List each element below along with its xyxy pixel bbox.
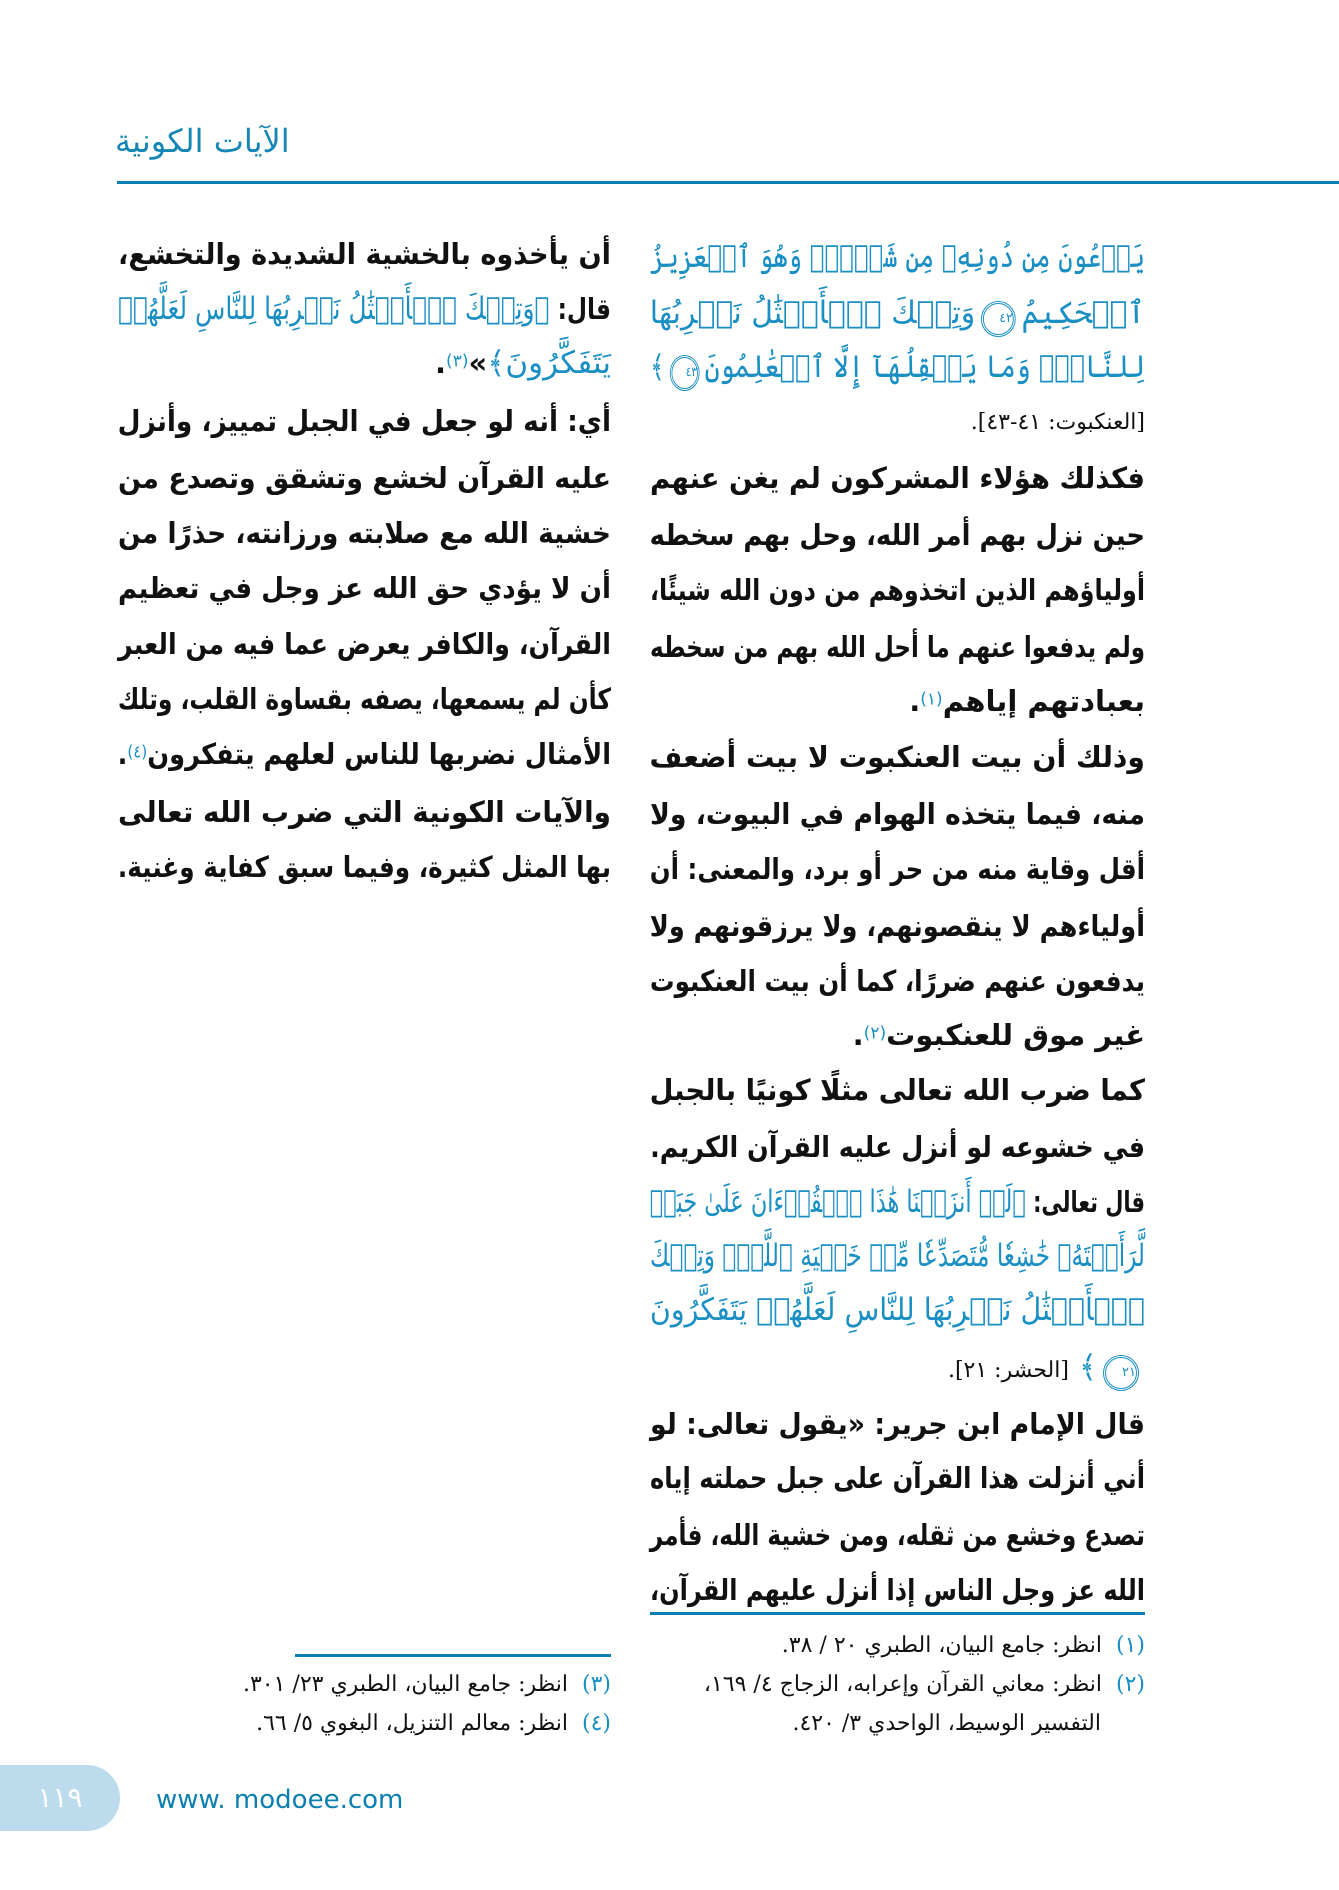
footnote-number: (٢): [1115, 1672, 1145, 1697]
text-line: [118, 796, 611, 829]
body-text: .: [909, 684, 921, 718]
footnote: [650, 1633, 1145, 1658]
body-text: أن يأخذوه بالخشية الشديدة والتخشع،: [118, 237, 611, 271]
text-line: [118, 683, 611, 716]
body-text: أني أنزلت هذا القرآن على جبل حملته إياه: [650, 1461, 1145, 1495]
text-line: [650, 1019, 1145, 1052]
body-text: خشية الله مع صلابته ورزانته، حذرًا من: [118, 516, 611, 550]
text-line: [650, 965, 1145, 998]
text-line: [650, 462, 1145, 495]
footnote-number: (٤): [581, 1711, 611, 1736]
body-text: كما ضرب الله تعالى مثلًا كونيًا بالجبل: [649, 1073, 1145, 1107]
body-text: ولم يدفعوا عنهم ما أحل الله بهم من سخطه: [650, 630, 1145, 664]
body-text: أن لا يؤدي حق الله عز وجل في تعظيم: [118, 571, 611, 605]
verse-reference: [650, 410, 1145, 435]
page-number: ١١٩: [0, 1765, 120, 1831]
text-line: [650, 1350, 1145, 1391]
body-text: »: [468, 346, 488, 380]
text-line: [650, 1185, 1145, 1221]
body-text: بعبادتهم إياهم: [942, 684, 1145, 718]
footnote-text: التفسير الوسيط، الواحدي ٣/ ٤٢٠.: [792, 1711, 1101, 1736]
text-line: [650, 1462, 1145, 1495]
body-text: قال:: [549, 292, 611, 326]
text-line: [118, 346, 611, 382]
quran-verse-line: [650, 240, 1145, 276]
quran-text: ﴿وَتِلۡكَ ٱلۡأَمۡثَٰلُ نَضۡرِبُهَا لِلنَّاسِ لَعَلَّهُمۡ: [118, 291, 550, 327]
body-text: تصدع وخشع من ثقله، ومن خشية الله، فأمر: [649, 1518, 1145, 1552]
body-text: منه، فيما يتخذه الهوام في البيوت، ولا: [650, 797, 1145, 831]
text-line: [118, 738, 611, 771]
footnote-marker: (١): [920, 689, 943, 710]
text-line: [650, 574, 1145, 607]
running-header-title: الآيات الكونية: [115, 122, 290, 160]
quran-text: ﴾: [649, 349, 665, 385]
body-text: .: [852, 1018, 864, 1052]
footnote-marker: (٢): [863, 1023, 887, 1044]
footnote-text: انظر: معاني القرآن وإعرابه، الزجاج ٤/ ١٦٩،: [703, 1672, 1102, 1697]
text-line: [650, 1131, 1145, 1164]
text-line: [650, 519, 1145, 552]
body-text: الأمثال نضربها للناس لعلهم يتفكرون: [147, 737, 611, 771]
quran-text: ﴿لَوۡ أَنزَلۡنَا هَٰذَا ٱلۡقُرۡءَانَ عَلَىٰ جَبَلٖ: [649, 1184, 1026, 1220]
text-line: [118, 292, 611, 328]
quran-text: ٱلۡحَكِيمُ: [1021, 295, 1145, 331]
text-line: [650, 631, 1145, 664]
body-text: فكذلك هؤلاء المشركون لم يغن عنهم: [650, 461, 1145, 495]
text-line: [118, 572, 611, 605]
quran-verse-line: [650, 350, 1145, 391]
body-text: وذلك أن بيت العنكبوت لا بيت أضعف: [649, 740, 1145, 774]
quran-verse-line: [650, 1293, 1145, 1329]
verse-number-icon: ٤٣: [670, 355, 700, 391]
quran-text: ﴾: [1068, 1349, 1097, 1385]
text-line: [650, 741, 1145, 774]
footnote: [118, 1711, 611, 1736]
body-text: غير موق للعنكبوت: [886, 1018, 1145, 1052]
footnote: [650, 1672, 1145, 1697]
verse-number-icon: ٢١: [1103, 1355, 1139, 1391]
body-text: قال الإمام ابن جرير: «يقول تعالى: لو: [650, 1407, 1145, 1441]
body-text: .: [435, 346, 447, 380]
text-line: [118, 462, 611, 495]
text-line: [118, 517, 611, 550]
text-line: [650, 1074, 1145, 1107]
footnote-marker: (٣): [446, 351, 469, 372]
footnote: [650, 1711, 1145, 1736]
footnote-separator-left: [295, 1654, 611, 1657]
text-line: [650, 910, 1145, 943]
body-text: الله عز وجل الناس إذا أنزل عليهم القرآن،: [650, 1573, 1145, 1607]
body-text: يدفعون عنهم ضررًا، كما أن بيت العنكبوت: [649, 964, 1145, 998]
verse-reference: [العنكبوت: ٤١-٤٣].: [970, 410, 1145, 435]
text-line: [650, 1574, 1145, 1607]
footnote-text: انظر: معالم التنزيل، البغوي ٥/ ٦٦.: [256, 1711, 568, 1736]
footnote-text: انظر: جامع البيان، الطبري ٢٣/ ٣٠١.: [242, 1672, 568, 1697]
body-text: قال تعالى:: [1025, 1185, 1145, 1219]
footnote-marker: (٤): [127, 742, 148, 763]
quran-text: ٱلۡأَمۡثَٰلُ نَضۡرِبُهَا لِلنَّاسِ لَعَلَّهُمۡ يَتَفَكَّرُونَ: [649, 1292, 1145, 1328]
footnote: [118, 1672, 611, 1697]
footnote-number: (٣): [581, 1672, 611, 1697]
website-link[interactable]: www. modoee.com: [156, 1785, 404, 1815]
body-text: القرآن، والكافر يعرض عما فيه من العبر: [118, 627, 611, 661]
header-divider: [117, 181, 1339, 184]
text-line: [650, 1408, 1145, 1441]
verse-number-icon: ٤٢: [981, 301, 1016, 337]
quran-verse-line: [650, 296, 1145, 337]
body-text: حين نزل بهم أمر الله، وحل بهم سخطه: [649, 518, 1145, 552]
body-text: بها المثل كثيرة، وفيما سبق كفاية وغنية.: [117, 850, 612, 884]
body-text: أولياءهم لا ينقصونهم، ولا يرزقونهم ولا: [649, 909, 1145, 943]
text-line: [118, 238, 611, 271]
footnote-text: انظر: جامع البيان، الطبري ٢٠ / ٣٨.: [781, 1633, 1102, 1658]
text-line: [118, 851, 611, 884]
body-text: أي: أنه لو جعل في الجبل تمييز، وأنزل: [117, 404, 612, 438]
quran-text: لَّرَأَيۡتَهُۥ خَٰشِعٗا مُّتَصَدِّعٗا مِّنۡ خَشۡيَةِ ٱللَّهِۚ وَتِلۡكَ: [650, 1238, 1145, 1274]
text-line: [650, 1519, 1145, 1552]
quran-text: يَتَفَكَّرُونَ﴾: [487, 345, 611, 381]
body-text: أولياؤهم الذين اتخذوهم من دون الله شيئًا،: [649, 573, 1145, 607]
footnote-separator-right: [650, 1612, 1145, 1615]
quran-text: يَدۡعُونَ مِن دُونِهِۦ مِن شَيۡءٖۚ وَهُوَ ٱلۡعَزِيزُ: [650, 239, 1145, 275]
text-line: [118, 628, 611, 661]
quran-text: وَتِلۡكَ ٱلۡأَمۡثَٰلُ نَضۡرِبُهَا: [649, 295, 976, 331]
body-text: .: [117, 737, 128, 771]
text-line: [650, 853, 1145, 886]
text-line: [118, 405, 611, 438]
text-line: [650, 798, 1145, 831]
quran-text: لِلنَّاسِۖ وَمَا يَعۡقِلُهَآ إِلَّا ٱلۡعَٰلِمُونَ: [704, 349, 1145, 385]
body-text: عليه القرآن لخشع وتشقق وتصدع من: [118, 461, 611, 495]
text-line: [650, 685, 1145, 718]
quran-verse-line: [650, 1239, 1145, 1275]
body-text: كأن لم يسمعها، يصفه بقساوة القلب، وتلك: [117, 682, 611, 716]
body-text: في خشوعه لو أنزل عليه القرآن الكريم.: [650, 1130, 1145, 1164]
verse-reference: [الحشر: ٢١].: [947, 1358, 1069, 1383]
body-text: أقل وقاية منه من حر أو برد، والمعنى: أن: [649, 852, 1145, 886]
footnote-number: (١): [1115, 1633, 1145, 1658]
body-text: والآيات الكونية التي ضرب الله تعالى: [118, 795, 611, 829]
